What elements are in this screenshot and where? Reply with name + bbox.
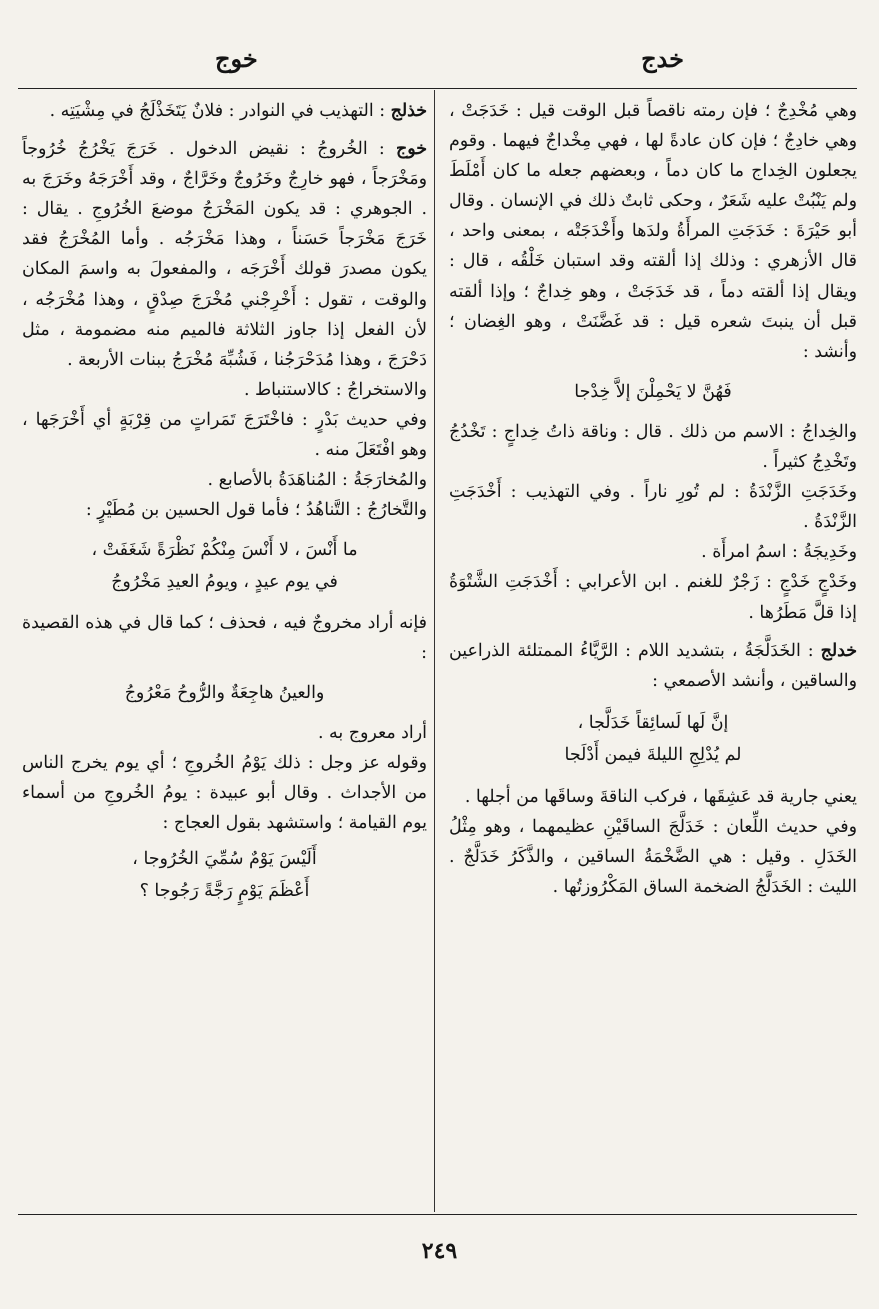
paragraph: والتَّخارُجُ : التَّناهُدُ ؛ فأما قول الحسين بن مُطَيْرٍ : xyxy=(85,500,427,521)
column-divider xyxy=(434,90,435,1212)
paragraph: وفي حديث بَدْرٍ : فاخْتَرَجَ تَمَراتٍ من قِرْبَةٍ أي أَخْرَجَها ، وهو افْتَعَلَ منه . xyxy=(22,409,427,461)
paragraph: وقوله عز وجل : ذلك يَوْمُ الخُروجِ ؛ أي يوم يخرج الناس من الأجداث . وقال أبو عبيدة : يومُ الخُروجِ من أسماء يوم القيامة ؛ واستشهد بقول العجاج : xyxy=(22,752,427,834)
paragraph: وهي مُخْدِجٌ ؛ فإن رمته ناقصاً قبل الوقت قيل : خَدَجَتْ ، وهي خادِجٌ ؛ فإن كان عادةً لها ، فهي مِخْداجٌ فيهما . وقوم يجعلون الخِداج ما كان دماً ، وبعضهم جعله ما كان أَمْلَطَ ولم يَنْبُتْ عليه شَعَرٌ ، وحكى ثابتٌ ذلك في الإنسان . وقال أبو حَيْرَةَ : خَدَجَتِ المرأَةُ ولدَها وأَخْدَجَتْه ، بمعنى واحد ، قال الأزهري : وذلك إذا ألقته وقد استبان خَلْقُه ، قال : ويقال إذا ألقته دماً ، قد خَدَجَتْ ، وهو خِداجٌ ؛ وإذا ألقته قبل أن ينبتَ شعره قيل : قد غَضَّنَتْ ، وهو الغِضان ؛ وأنشد : xyxy=(449,101,857,362)
entry-text: : الخَدَلَّجَةُ ، بتشديد اللام : الرَّيَّاءُ الممتلئة الذراعين والساقين ، وأنشد الأصمعي : xyxy=(449,640,857,691)
paragraph: يعني جارية قد عَشِقَها ، فركب الناقةَ وساقَها من أجلها . xyxy=(464,786,857,807)
entry-paragraph xyxy=(22,96,427,126)
paragraph: وخَدِيجَةُ : اسمُ امرأَة . xyxy=(701,542,857,563)
verse-line: ما أَنْسَ ، لا أَنْسَ مِنْكُمْ نَظْرَةً شَغَفَتْ ، xyxy=(91,540,358,561)
paragraph: فإنه أراد مخروجٌ فيه ، فحذف ؛ كما قال في هذه القصيدة : xyxy=(22,612,427,663)
entry-headword: خذلج xyxy=(390,101,427,121)
entry-headword: خوج xyxy=(396,139,427,160)
verse-line: أَعْظَمَ يَوْمٍ رَجَّةً رَجُوجا ؟ xyxy=(139,881,310,902)
verse-line: في يوم عيدٍ ، ويومُ العيدِ مَخْرُوجُ xyxy=(111,572,338,593)
bottom-rule xyxy=(18,1214,857,1215)
entry-text: : التهذيب في النوادر : فلانٌ يَتَخَذْلَجُ في مِشْيَتِه . xyxy=(49,101,391,121)
entry-paragraph xyxy=(22,134,427,375)
verse-line: أَلَيْسَ يَوْمٌ سُمِّيَ الخُرُوجا ، xyxy=(132,849,317,870)
left-column xyxy=(22,96,427,1210)
verse-line: والعينُ هاجِعَةٌ والرُّوحُ مَعْرُوجُ xyxy=(124,682,325,703)
verse-line: فَهُنَّ لا يَحْمِلْنَ إلاَّ خِدْجا xyxy=(574,381,732,402)
top-rule xyxy=(18,88,857,89)
verse-line: إنَّ لَها لَسائِقاً خَدَلَّجا ، xyxy=(577,712,729,733)
entry-headword: خدلج xyxy=(820,640,857,661)
entry-paragraph xyxy=(449,636,857,696)
right-column xyxy=(449,96,857,1210)
paragraph: وخَدْجٍ خَدْجٍ : زَجْرٌ للغنم . ابن الأعرابي : أَخْدَجَتِ الشَّتْوَةُ إذا قلَّ مَطَرُها . xyxy=(449,572,857,623)
paragraph: وفي حديث اللِّعان : خَدَلَّجَ الساقَيْنِ عظيمهما ، وهو مِثْلُ الخَدَلِ . وقيل : هي الضَّخْمَةُ الساقين ، والذَّكَرُ خَدَلَّجٌ . الليث : الخَدَلَّجُ الضخمة الساق المَكْرُوزتُها . xyxy=(449,817,857,898)
verse-line: لم يُدْلِجِ الليلةَ فيمن أَدْلَجا xyxy=(564,744,742,765)
running-head-left: خوج xyxy=(215,44,258,73)
page-number: ٢٤٩ xyxy=(421,1238,458,1264)
running-head-right: خدج xyxy=(641,44,684,73)
paragraph: والمُخارَجَةُ : المُناهَدَةُ بالأصابع . xyxy=(207,470,427,491)
paragraph: وخَدَجَتِ الزَّنْدَةُ : لم تُورِ ناراً . وفي التهذيب : أَخْدَجَتِ الزَّنْدَةُ . xyxy=(449,482,857,533)
paragraph: أراد معروج به . xyxy=(317,722,427,743)
paragraph: والخِداجُ : الاسم من ذلك . قال : وناقة ذاتُ خِداجٍ : تَخْدُجُ وتَخْدِجُ كثيراً . xyxy=(449,421,857,473)
entry-text: : الخُروجُ : نقيض الدخول . خَرَجَ يَخْرُجُ خُرُوجاً ومَخْرَجاً ، فهو خارِجٌ وخَرُوجٌ وخَرَّاجٌ ، وقد أَخْرَجَهُ وخَرَجَ به . الجوهري : قد يكون المَخْرَجُ موضعَ الخُرُوجِ . يقال : خَرَجَ مَخْرَجاً حَسَناً ، وهذا مَخْرَجُه . وأما المُخْرَجُ فقد يكون مصدرَ قولك أَخْرَجَه ، والمفعولَ به واسمَ المكان والوقت ، تقول : أَخْرِجْني مُخْرَجَ صِدْقٍ ، وهذا مُخْرَجُه ، لأن الفعل إذا جاوز الثلاثة فالميم منه مضمومة ، مثل دَحْرَجَ ، وهذا مُدَحْرَجُنا ، فَشُبِّهَ مُخْرَجُ ببنات الأربعة . xyxy=(22,139,427,370)
paragraph: والاستخراجُ : كالاستنباط . xyxy=(243,379,427,400)
